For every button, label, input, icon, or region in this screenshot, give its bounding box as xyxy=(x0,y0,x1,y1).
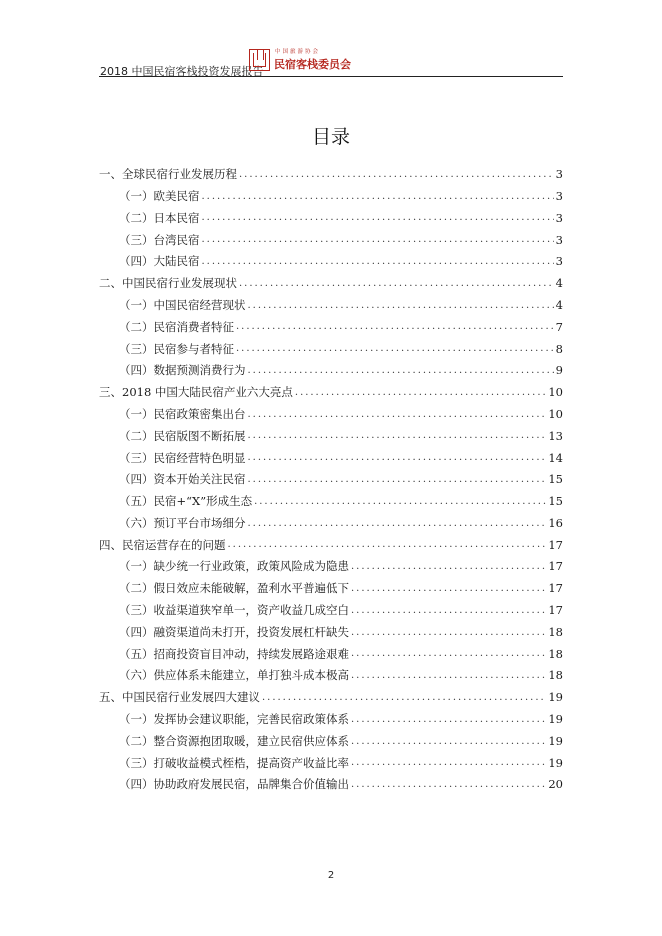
toc-entry-text: 一、全球民宿行业发展历程 xyxy=(99,167,237,182)
toc-page-number: 10 xyxy=(548,385,563,400)
toc-subsection-entry[interactable] xyxy=(99,644,563,666)
toc-page-number: 17 xyxy=(548,559,563,574)
toc-page-number: 18 xyxy=(548,646,563,661)
toc-page-number: 3 xyxy=(555,232,563,247)
toc-dot-leader xyxy=(254,497,546,507)
toc-subsection-entry[interactable] xyxy=(99,469,563,491)
toc-page-number: 19 xyxy=(548,712,563,727)
toc-dot-leader xyxy=(239,279,554,289)
toc-dot-leader xyxy=(248,410,547,420)
toc-entry-text: （五）民宿+“X”形成生态 xyxy=(119,494,253,509)
toc-section-entry[interactable] xyxy=(99,164,563,186)
toc-section-entry[interactable] xyxy=(99,535,563,557)
toc-entry-text: （三）打破收益模式桎梏，提高资产收益比率 xyxy=(119,755,349,770)
toc-dot-leader xyxy=(202,235,554,245)
toc-page-number: 8 xyxy=(555,341,563,356)
toc-dot-leader xyxy=(351,737,546,747)
toc-subsection-entry[interactable] xyxy=(99,753,563,775)
toc-dot-leader xyxy=(248,366,554,376)
page-number: 2 xyxy=(327,870,335,881)
toc-subsection-entry[interactable] xyxy=(99,491,563,513)
toc-page-number: 16 xyxy=(548,515,563,530)
toc-dot-leader xyxy=(295,388,546,398)
toc-subsection-entry[interactable] xyxy=(99,665,563,687)
toc-dot-leader xyxy=(262,693,546,703)
toc-page-number: 10 xyxy=(548,406,563,421)
toc-subsection-entry[interactable] xyxy=(99,731,563,753)
toc-page-number: 7 xyxy=(555,319,563,334)
toc-dot-leader xyxy=(351,671,546,681)
toc-entry-text: （四）数据预测消费行为 xyxy=(119,363,246,378)
toc-subsection-entry[interactable] xyxy=(99,404,563,426)
toc-page-number: 15 xyxy=(548,472,563,487)
toc-subsection-entry[interactable] xyxy=(99,447,563,469)
toc-section-entry[interactable] xyxy=(99,382,563,404)
toc-subsection-entry[interactable] xyxy=(99,251,563,273)
toc-subsection-entry[interactable] xyxy=(99,709,563,731)
toc-page-number: 17 xyxy=(548,537,563,552)
toc-subsection-entry[interactable] xyxy=(99,600,563,622)
toc-subsection-entry[interactable] xyxy=(99,360,563,382)
report-title: 2018 中国民宿客栈投资发展报告 xyxy=(100,65,264,78)
toc-dot-leader xyxy=(351,758,546,768)
toc-entry-text: （三）民宿经营特色明显 xyxy=(119,450,246,465)
toc-dot-leader xyxy=(248,475,547,485)
toc-dot-leader xyxy=(239,170,554,180)
toc-subsection-entry[interactable] xyxy=(99,578,563,600)
toc-subsection-entry[interactable] xyxy=(99,338,563,360)
toc-dot-leader xyxy=(248,301,554,311)
toc-entry-text: （一）民宿政策密集出台 xyxy=(119,406,246,421)
toc-entry-text: （一）中国民宿经营现状 xyxy=(119,297,246,312)
toc-subsection-entry[interactable] xyxy=(99,186,563,208)
toc-entry-text: （四）协助政府发展民宿，品牌集合价值输出 xyxy=(119,777,349,792)
toc-page-number: 17 xyxy=(548,581,563,596)
toc-subsection-entry[interactable] xyxy=(99,229,563,251)
toc-entry-text: （四）融资渠道尚未打开，投资发展杠杆缺失 xyxy=(119,624,349,639)
toc-subsection-entry[interactable] xyxy=(99,556,563,578)
toc-subsection-entry[interactable] xyxy=(99,426,563,448)
toc-entry-text: （四）资本开始关注民宿 xyxy=(119,472,246,487)
toc-page-number: 19 xyxy=(548,690,563,705)
toc-page-number: 19 xyxy=(548,755,563,770)
toc-section-entry[interactable] xyxy=(99,687,563,709)
toc-entry-text: （二）民宿版图不断拓展 xyxy=(119,428,246,443)
toc-page-number: 4 xyxy=(555,297,563,312)
toc-page-number: 4 xyxy=(555,276,563,291)
toc-page-number: 14 xyxy=(548,450,563,465)
toc-page-number: 3 xyxy=(555,254,563,269)
toc-dot-leader xyxy=(351,649,546,659)
toc-entry-text: （一）发挥协会建议职能，完善民宿政策体系 xyxy=(119,712,349,727)
toc-page-number: 17 xyxy=(548,603,563,618)
toc-dot-leader xyxy=(236,344,554,354)
toc-entry-text: （六）预订平台市场细分 xyxy=(119,515,246,530)
logo-emblem-icon xyxy=(249,49,270,71)
toc-subsection-entry[interactable] xyxy=(99,513,563,535)
toc-page-number: 13 xyxy=(548,428,563,443)
logo-subtitle: 中国旅游协会 xyxy=(275,49,321,55)
toc-dot-leader xyxy=(202,257,554,267)
toc-entry-text: 四、民宿运营存在的问题 xyxy=(99,537,226,552)
toc-dot-leader xyxy=(351,562,546,572)
page-header xyxy=(99,40,563,77)
toc-dot-leader xyxy=(248,519,547,529)
toc-dot-leader xyxy=(236,322,554,332)
toc-page-number: 18 xyxy=(548,668,563,683)
toc-entry-text: （三）收益渠道狭窄单一，资产收益几成空白 xyxy=(119,603,349,618)
toc-dot-leader xyxy=(202,213,554,223)
toc-dot-leader xyxy=(202,192,554,202)
toc-dot-leader xyxy=(248,431,547,441)
toc-entry-text: （一）欧美民宿 xyxy=(119,188,200,203)
toc-page-number: 3 xyxy=(555,210,563,225)
toc-subsection-entry[interactable] xyxy=(99,295,563,317)
toc-dot-leader xyxy=(351,715,546,725)
toc-entry-text: 三、2018 中国大陆民宿产业六大亮点 xyxy=(99,385,293,400)
table-of-contents xyxy=(99,164,563,796)
toc-dot-leader xyxy=(351,584,546,594)
toc-entry-text: （五）招商投资盲目冲动，持续发展路途艰难 xyxy=(119,646,349,661)
toc-page-number: 18 xyxy=(548,624,563,639)
toc-entry-text: （二）民宿消费者特征 xyxy=(119,319,234,334)
toc-entry-text: （三）台湾民宿 xyxy=(119,232,200,247)
toc-subsection-entry[interactable] xyxy=(99,622,563,644)
toc-entry-text: （二）整合资源抱团取暖，建立民宿供应体系 xyxy=(119,733,349,748)
toc-subsection-entry[interactable] xyxy=(99,317,563,339)
toc-page-number: 19 xyxy=(548,733,563,748)
toc-entry-text: （一）缺少统一行业政策，政策风险成为隐患 xyxy=(119,559,349,574)
toc-entry-text: （二）日本民宿 xyxy=(119,210,200,225)
toc-entry-text: （四）大陆民宿 xyxy=(119,254,200,269)
toc-subsection-entry[interactable] xyxy=(99,208,563,230)
toc-page-number: 9 xyxy=(555,363,563,378)
toc-entry-text: 二、中国民宿行业发展现状 xyxy=(99,276,237,291)
toc-page-number: 20 xyxy=(548,777,563,792)
toc-dot-leader xyxy=(351,780,546,790)
toc-subsection-entry[interactable] xyxy=(99,774,563,796)
toc-page-number: 3 xyxy=(555,167,563,182)
toc-entry-text: （三）民宿参与者特征 xyxy=(119,341,234,356)
toc-section-entry[interactable] xyxy=(99,273,563,295)
toc-heading: 目录 xyxy=(311,126,350,148)
toc-dot-leader xyxy=(248,453,547,463)
toc-dot-leader xyxy=(351,628,546,638)
toc-dot-leader xyxy=(228,540,547,550)
toc-entry-text: 五、中国民宿行业发展四大建议 xyxy=(99,690,260,705)
toc-page-number: 3 xyxy=(555,188,563,203)
toc-dot-leader xyxy=(351,606,546,616)
toc-page-number: 15 xyxy=(548,494,563,509)
toc-entry-text: （六）供应体系未能建立，单打独斗成本极高 xyxy=(119,668,349,683)
logo-name: 民宿客栈委员会 xyxy=(274,58,351,71)
toc-entry-text: （二）假日效应未能破解，盈利水平普遍低下 xyxy=(119,581,349,596)
